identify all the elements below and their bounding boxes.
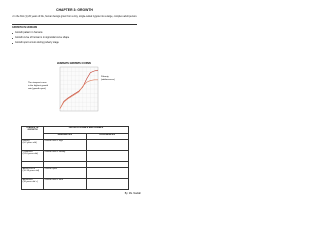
annotation-right: [101, 75, 115, 81]
stage-range: (18 years old +): [22, 181, 38, 184]
differences-cell: [86, 179, 129, 190]
growth-chart: [26, 61, 122, 125]
differences-cell: [86, 168, 129, 179]
table-row: [22, 140, 129, 151]
bullet-text: Growth curve of human is in sigmoidal curve shape: [15, 36, 70, 39]
similarities-cell: Growth rate is zero: [44, 179, 87, 190]
bullet: [12, 33, 13, 34]
bullet-text: Growth pattern in humans: [15, 31, 43, 34]
column-header-stage: STAGES OF GROWTH: [22, 127, 44, 140]
bullet: [12, 38, 13, 39]
page-title: CHAPTER 3: GROWTH: [56, 8, 93, 12]
stage-name: Childhood: [22, 150, 33, 153]
differences-cell: [86, 140, 129, 151]
table-row: [22, 150, 129, 161]
column-header-growth: GROWTH IN MALE AND FEMALE: [44, 127, 129, 134]
stage-range: (10-18 years old): [22, 170, 40, 173]
similarities-cell: Growth rate is steady: [44, 150, 87, 161]
bullet: [12, 43, 13, 44]
bullet-text: Growth spurt occurs during puberty stage: [15, 41, 59, 44]
stage-name: Infancy: [22, 140, 30, 143]
column-header-differences: DIFFERENCES: [86, 133, 129, 140]
stage-range: (2-10 years old): [22, 152, 38, 155]
differences-cell: [86, 150, 129, 161]
table-row: [22, 179, 129, 190]
similarities-cell: Growth rate is high: [44, 140, 87, 151]
annotation-right-line: Puberty: [101, 76, 109, 78]
stage-name: Adulthood: [22, 179, 33, 182]
stage-name: Adolescence: [22, 168, 36, 171]
intro-text: • In the first (1) 20 years of life, human beings grow from a tiny, single-celled zygote into a large, complex adult person.: [12, 15, 138, 18]
similarities-cell: Growth spurt: [44, 168, 87, 179]
annotation-left-line: rate (growth spurt): [28, 88, 46, 90]
column-header-similarities: SIMILARITIES: [44, 133, 87, 140]
stage-range: (0-2 years old): [22, 142, 37, 145]
growth-table: [21, 126, 129, 190]
annotation-left-line: The steepest curve: [28, 82, 47, 84]
divider: [12, 24, 137, 25]
annotation-left: [28, 81, 49, 90]
chart-title: HUMAN'S GROWTH CURVE: [56, 62, 92, 65]
annotation-left-line: is the highest growth: [28, 85, 49, 87]
table-row: [22, 168, 129, 179]
section-heading: GROWTH IN HUMANS: [12, 26, 38, 29]
footer-author: By: Ms. Nadiah: [124, 191, 141, 195]
annotation-right-line: (adolescence): [101, 79, 115, 81]
